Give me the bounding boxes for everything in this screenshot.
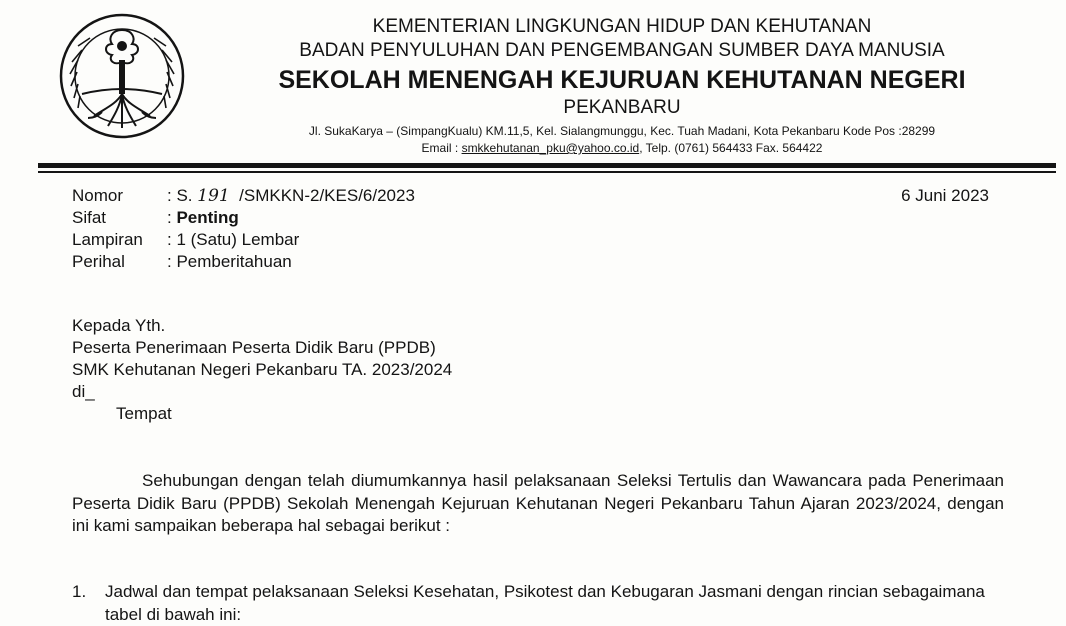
- sifat-label: Sifat: [72, 208, 107, 227]
- nomor-prefix: : S.: [167, 186, 193, 205]
- recipient-line-3: SMK Kehutanan Negeri Pekanbaru TA. 2023/2024: [72, 360, 453, 379]
- letterhead-divider-thin: [38, 171, 1056, 173]
- meta-perihal: [72, 251, 415, 273]
- agency-name: BADAN PENYULUHAN DAN PENGEMBANGAN SUMBER DAYA MANUSIA: [299, 40, 945, 61]
- letterhead-divider-thick: [38, 163, 1056, 168]
- letter-date: 6 Juni 2023: [901, 186, 989, 205]
- meta-lampiran: [72, 229, 415, 251]
- recipient-salutation: Kepada Yth.: [72, 316, 166, 335]
- list-item-text: Jadwal dan tempat pelaksanaan Seleksi Kesehatan, Psikotest dan Kebugaran Jasmani dengan rincian sebagaimana tabel di bawah ini:: [105, 582, 985, 624]
- lampiran-value: : 1 (Satu) Lembar: [167, 230, 300, 249]
- email-link[interactable]: smkkehutanan_pku@yahoo.co.id: [461, 141, 640, 155]
- meta-nomor: [72, 185, 415, 207]
- recipient-line-4: di_: [72, 382, 95, 401]
- lampiran-label: Lampiran: [72, 230, 143, 249]
- phone-fax: , Telp. (0761) 564433 Fax. 564422: [639, 141, 823, 155]
- nomor-suffix: /SMKKN-2/KES/6/2023: [239, 186, 415, 205]
- school-address: Jl. SukaKarya – (SimpangKualu) KM.11,5, Kel. Sialangmunggu, Kec. Tuah Madani, Kota Pekanbaru Kode Pos :28299: [308, 124, 936, 138]
- ministry-name: KEMENTERIAN LINGKUNGAN HIDUP DAN KEHUTANAN: [372, 16, 872, 37]
- recipient-line-2: Peserta Penerimaan Peserta Didik Baru (PPDB): [72, 338, 436, 357]
- letter-meta: [72, 185, 415, 273]
- list-item-number: 1.: [72, 582, 87, 601]
- perihal-value: : Pemberitahuan: [167, 252, 292, 271]
- nomor-label: Nomor: [72, 186, 124, 205]
- sifat-value: Penting: [176, 208, 239, 227]
- recipient-place: Tempat: [116, 404, 172, 423]
- nomor-handwritten: 191: [197, 186, 230, 206]
- meta-sifat: Sifat : Penting: [72, 208, 239, 227]
- perihal-label: Perihal: [72, 252, 125, 271]
- body-paragraph: [72, 470, 1004, 538]
- email-label: Email :: [421, 141, 459, 155]
- recipient-block: [72, 315, 452, 425]
- school-contact: [196, 141, 1048, 155]
- school-name: SEKOLAH MENENGAH KEJURUAN KEHUTANAN NEGERI: [278, 66, 966, 94]
- school-city: PEKANBARU: [563, 97, 681, 118]
- forestry-ministry-emblem-icon: [58, 12, 186, 140]
- body-paragraph-text: Sehubungan dengan telah diumumkannya hasil pelaksanaan Seleksi Tertulis dan Wawancara pada Penerimaan Peserta Didik Baru (PPDB) Sekolah Menengah Kejuruan Kehutanan Negeri Pekanbaru Tahun Ajaran 2023/2024, dengan ini kami sampaikan beberapa hal sebagai berikut :: [72, 471, 1004, 535]
